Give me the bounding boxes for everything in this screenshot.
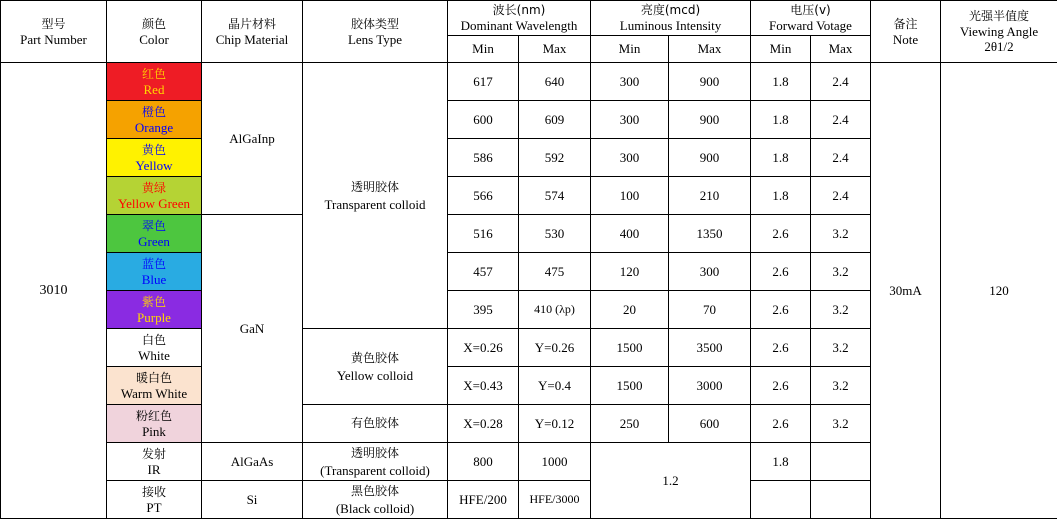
cell-color xyxy=(107,291,202,329)
cell-voltage-min: 2.6 xyxy=(751,215,811,253)
cell-wavelength-max: 592 xyxy=(519,139,591,177)
cell-lens-type xyxy=(303,481,448,519)
cell-lens-type xyxy=(303,63,448,329)
subheader-wl-min: Min xyxy=(448,36,519,63)
header-viewing-angle-en: Viewing Angle xyxy=(941,24,1057,39)
lens-type-cn: 透明胶体 xyxy=(303,179,447,196)
subheader-lum-min: Min xyxy=(591,36,669,63)
color-name-en: Yellow xyxy=(107,158,201,173)
cell-luminous-max: 900 xyxy=(669,139,751,177)
cell-voltage-max: 3.2 xyxy=(811,291,871,329)
cell-voltage-min: 2.6 xyxy=(751,405,811,443)
color-name-en: White xyxy=(107,348,201,363)
subheader-v-max: Max xyxy=(811,36,871,63)
color-name-cn: 橙色 xyxy=(107,105,201,120)
color-name-en: Orange xyxy=(107,120,201,135)
cell-wavelength-max: Y=0.4 xyxy=(519,367,591,405)
cell-luminous-min: 1500 xyxy=(591,329,669,367)
cell-luminous-max: 900 xyxy=(669,63,751,101)
cell-wavelength-max: HFE/3000 xyxy=(519,481,591,519)
cell-voltage-max: 3.2 xyxy=(811,253,871,291)
cell-voltage-max: 3.2 xyxy=(811,367,871,405)
cell-luminous-min: 300 xyxy=(591,139,669,177)
lens-type-cn: 黑色胶体 xyxy=(303,483,447,500)
color-name-en: Purple xyxy=(107,310,201,325)
cell-voltage-min: 2.6 xyxy=(751,291,811,329)
cell-luminous-max: 3500 xyxy=(669,329,751,367)
cell-lens-type xyxy=(303,329,448,405)
cell-chip-material: AlGaAs xyxy=(202,443,303,481)
lens-type-cn: 黄色胶体 xyxy=(303,350,447,367)
header-luminous-intensity-cn: 亮度(mcd) xyxy=(591,3,750,18)
cell-color xyxy=(107,177,202,215)
cell-wavelength-min: 395 xyxy=(448,291,519,329)
table-row xyxy=(1,63,1057,101)
cell-color xyxy=(107,443,202,481)
cell-color xyxy=(107,63,202,101)
header-forward-voltage-en: Forward Votage xyxy=(751,18,870,33)
header-color-en: Color xyxy=(107,32,201,47)
cell-part-number: 3010 xyxy=(1,63,107,519)
cell-color xyxy=(107,215,202,253)
table-body xyxy=(1,63,1057,519)
lens-type-en: (Black colloid) xyxy=(303,500,447,517)
header-part-number xyxy=(1,1,107,63)
header-note xyxy=(871,1,941,63)
cell-voltage-max: 3.2 xyxy=(811,215,871,253)
header-chip-material-en: Chip Material xyxy=(202,32,302,47)
cell-luminous-min: 120 xyxy=(591,253,669,291)
cell-wavelength-min: X=0.43 xyxy=(448,367,519,405)
cell-color xyxy=(107,405,202,443)
cell-wavelength-max: Y=0.12 xyxy=(519,405,591,443)
cell-wavelength-max: 609 xyxy=(519,101,591,139)
cell-chip-material: Si xyxy=(202,481,303,519)
header-chip-material-cn: 晶片材料 xyxy=(202,17,302,32)
cell-voltage-max: 2.4 xyxy=(811,63,871,101)
cell-voltage-max: 3.2 xyxy=(811,405,871,443)
cell-wavelength-max: 410 (λp) xyxy=(519,291,591,329)
lens-type-en: Transparent colloid xyxy=(303,196,447,213)
cell-wavelength-max: 475 xyxy=(519,253,591,291)
cell-lens-type xyxy=(303,443,448,481)
cell-note: 30mA xyxy=(871,63,941,519)
header-viewing-angle-en2: 2θ1/2 xyxy=(941,39,1057,54)
subheader-wl-max: Max xyxy=(519,36,591,63)
cell-voltage-max: 2.4 xyxy=(811,139,871,177)
header-row-main xyxy=(1,1,1057,36)
cell-wavelength-min: 566 xyxy=(448,177,519,215)
cell-wavelength-max: 530 xyxy=(519,215,591,253)
cell-luminous-max: 210 xyxy=(669,177,751,215)
cell-voltage-min: 1.8 xyxy=(751,63,811,101)
color-name-en: Red xyxy=(107,82,201,97)
header-chip-material xyxy=(202,1,303,63)
cell-color xyxy=(107,481,202,519)
cell-wavelength-max: Y=0.26 xyxy=(519,329,591,367)
cell-voltage-min: 2.6 xyxy=(751,367,811,405)
header-part-number-en: Part Number xyxy=(1,32,106,47)
cell-color xyxy=(107,139,202,177)
cell-wavelength-min: 800 xyxy=(448,443,519,481)
cell-luminous-max: 600 xyxy=(669,405,751,443)
header-viewing-angle-cn: 光强半值度 xyxy=(941,9,1057,24)
cell-voltage-min: 1.8 xyxy=(751,139,811,177)
cell-viewing-angle: 120 xyxy=(941,63,1057,519)
color-name-cn: 暖白色 xyxy=(107,371,201,386)
header-luminous-intensity xyxy=(591,1,751,36)
color-name-cn: 黄绿 xyxy=(107,181,201,196)
header-forward-voltage-cn: 电压(v) xyxy=(751,3,870,18)
cell-voltage-min: 1.8 xyxy=(751,177,811,215)
header-wavelength-cn: 波长(nm) xyxy=(448,3,590,18)
color-name-en: Pink xyxy=(107,424,201,439)
header-wavelength xyxy=(448,1,591,36)
cell-luminous-min: 400 xyxy=(591,215,669,253)
header-lens-type-cn: 胶体类型 xyxy=(303,17,447,32)
cell-luminous-max: 300 xyxy=(669,253,751,291)
color-name-cn: 蓝色 xyxy=(107,257,201,272)
color-name-cn: 接收 xyxy=(107,485,201,500)
header-note-cn: 备注 xyxy=(871,17,940,32)
color-name-cn: 紫色 xyxy=(107,295,201,310)
lens-type-cn: 透明胶体 xyxy=(303,445,447,462)
cell-chip-material: GaN xyxy=(202,215,303,443)
cell-luminous-min: 20 xyxy=(591,291,669,329)
cell-wavelength-min: 586 xyxy=(448,139,519,177)
cell-voltage-max: 1.8 xyxy=(751,443,811,481)
cell-voltage-min: 2.6 xyxy=(751,253,811,291)
cell-wavelength-min: 516 xyxy=(448,215,519,253)
cell-wavelength-min: X=0.28 xyxy=(448,405,519,443)
cell-wavelength-min: 617 xyxy=(448,63,519,101)
subheader-v-min: Min xyxy=(751,36,811,63)
cell-luminous-max: 900 xyxy=(669,101,751,139)
color-name-en: Green xyxy=(107,234,201,249)
color-name-en: Warm White xyxy=(107,386,201,401)
lens-type-en: Yellow colloid xyxy=(303,367,447,384)
cell-voltage-max: 2.4 xyxy=(811,101,871,139)
cell-wavelength-max: 574 xyxy=(519,177,591,215)
header-lens-type xyxy=(303,1,448,63)
cell-wavelength-min: HFE/200 xyxy=(448,481,519,519)
cell-voltage-min: 1.8 xyxy=(751,101,811,139)
header-part-number-cn: 型号 xyxy=(1,17,106,32)
cell-luminous-max: 1350 xyxy=(669,215,751,253)
cell-voltage-min: 2.6 xyxy=(751,329,811,367)
cell-luminous-min: 300 xyxy=(591,101,669,139)
cell-voltage-max: 3.2 xyxy=(811,329,871,367)
header-wavelength-en: Dominant Wavelength xyxy=(448,18,590,33)
header-note-en: Note xyxy=(871,32,940,47)
color-name-en: IR xyxy=(107,462,201,477)
header-viewing-angle xyxy=(941,1,1057,63)
subheader-lum-max: Max xyxy=(669,36,751,63)
header-forward-voltage xyxy=(751,1,871,36)
cell-lens-type xyxy=(303,405,448,443)
cell-wavelength-min: 600 xyxy=(448,101,519,139)
color-name-en: Blue xyxy=(107,272,201,287)
cell-luminous-min: 300 xyxy=(591,63,669,101)
cell-luminous-min xyxy=(751,481,811,519)
cell-color xyxy=(107,367,202,405)
header-luminous-intensity-en: Luminous Intensity xyxy=(591,18,750,33)
cell-wavelength-min: X=0.26 xyxy=(448,329,519,367)
cell-color xyxy=(107,253,202,291)
header-lens-type-en: Lens Type xyxy=(303,32,447,47)
header-color xyxy=(107,1,202,63)
cell-wavelength-min: 457 xyxy=(448,253,519,291)
cell-wavelength-max: 640 xyxy=(519,63,591,101)
color-name-cn: 翠色 xyxy=(107,219,201,234)
cell-wavelength-max: 1000 xyxy=(519,443,591,481)
header-color-cn: 颜色 xyxy=(107,17,201,32)
cell-luminous-max: 70 xyxy=(669,291,751,329)
color-name-cn: 发射 xyxy=(107,447,201,462)
cell-chip-material: AlGaInp xyxy=(202,63,303,215)
color-name-cn: 黄色 xyxy=(107,143,201,158)
color-name-en: Yellow Green xyxy=(107,196,201,211)
cell-luminous-min: 100 xyxy=(591,177,669,215)
cell-color xyxy=(107,101,202,139)
cell-luminous-min: 1500 xyxy=(591,367,669,405)
color-name-en: PT xyxy=(107,500,201,515)
cell-color xyxy=(107,329,202,367)
color-name-cn: 粉红色 xyxy=(107,409,201,424)
cell-voltage-max: 2.4 xyxy=(811,177,871,215)
lens-type-en: (Transparent colloid) xyxy=(303,462,447,479)
cell-luminous-max: 3000 xyxy=(669,367,751,405)
cell-voltage-min: 1.2 xyxy=(591,443,751,519)
color-name-cn: 红色 xyxy=(107,67,201,82)
cell-luminous-min: 250 xyxy=(591,405,669,443)
cell-luminous-max xyxy=(811,481,871,519)
color-name-cn: 白色 xyxy=(107,333,201,348)
lens-type-cn: 有色胶体 xyxy=(303,415,447,432)
